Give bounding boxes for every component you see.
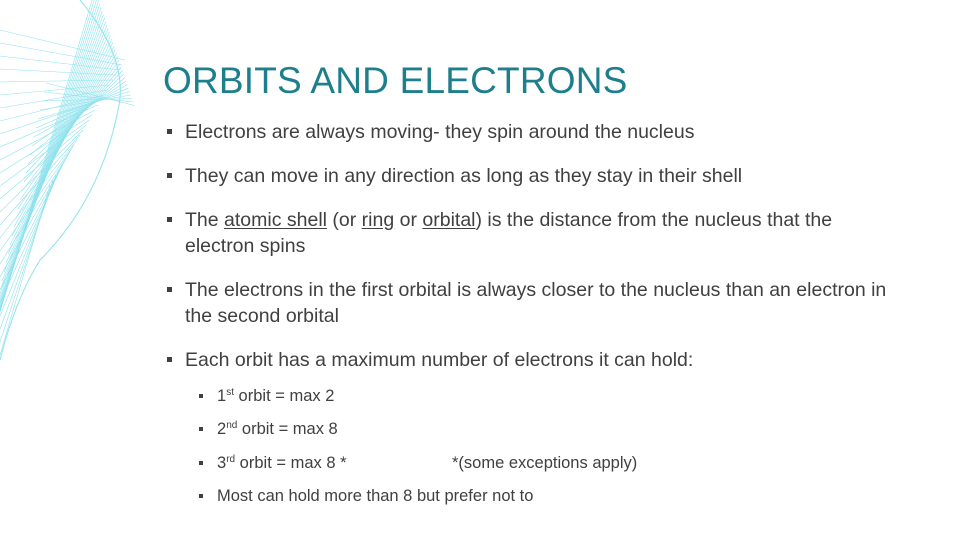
term-atomic-shell: atomic shell [224,209,327,231]
orbit-max: orbit = max 2 [233,387,335,405]
slide-title: ORBITS AND ELECTRONS [163,60,628,101]
orbit-number: 3 [217,454,227,472]
bullet-text: (or [327,209,362,231]
sub-bullet-third-orbit [217,452,817,474]
bullet-text: ) is the distance from the nucleus that the electron spins [185,209,833,257]
bullet-text: or [394,209,423,231]
orbit-max: orbit = max 8 [237,420,338,438]
sub-bullet-most-hold: Most can hold more than 8 but prefer not to [217,485,817,507]
exceptions-note: *(some exceptions apply) [452,454,638,472]
orbit-number: 2 [217,420,227,438]
bullet-first-orbital: The electrons in the first orbital is always closer to the nucleus than an electron in the second orbital [185,277,905,329]
sub-bullet-first-orbit [217,385,817,407]
bullet-atomic-shell [185,207,905,259]
ordinal-suffix: st [226,387,234,398]
bullet-max-electrons: Each orbit has a maximum number of electrons it can hold: [185,347,905,373]
bullet-any-direction: They can move in any direction as long as they stay in their shell [185,163,905,189]
sub-bullet-second-orbit [217,418,817,440]
bullet-text: The [185,209,225,231]
ordinal-suffix: nd [226,420,238,431]
term-orbital: orbital [422,209,476,231]
ordinal-suffix: rd [226,454,236,465]
orbit-number: 1 [217,387,227,405]
bullet-electrons-moving: Electrons are always moving- they spin around the nucleus [185,119,905,145]
orbit-max: orbit = max 8 * [235,454,347,472]
term-ring: ring [361,209,395,231]
